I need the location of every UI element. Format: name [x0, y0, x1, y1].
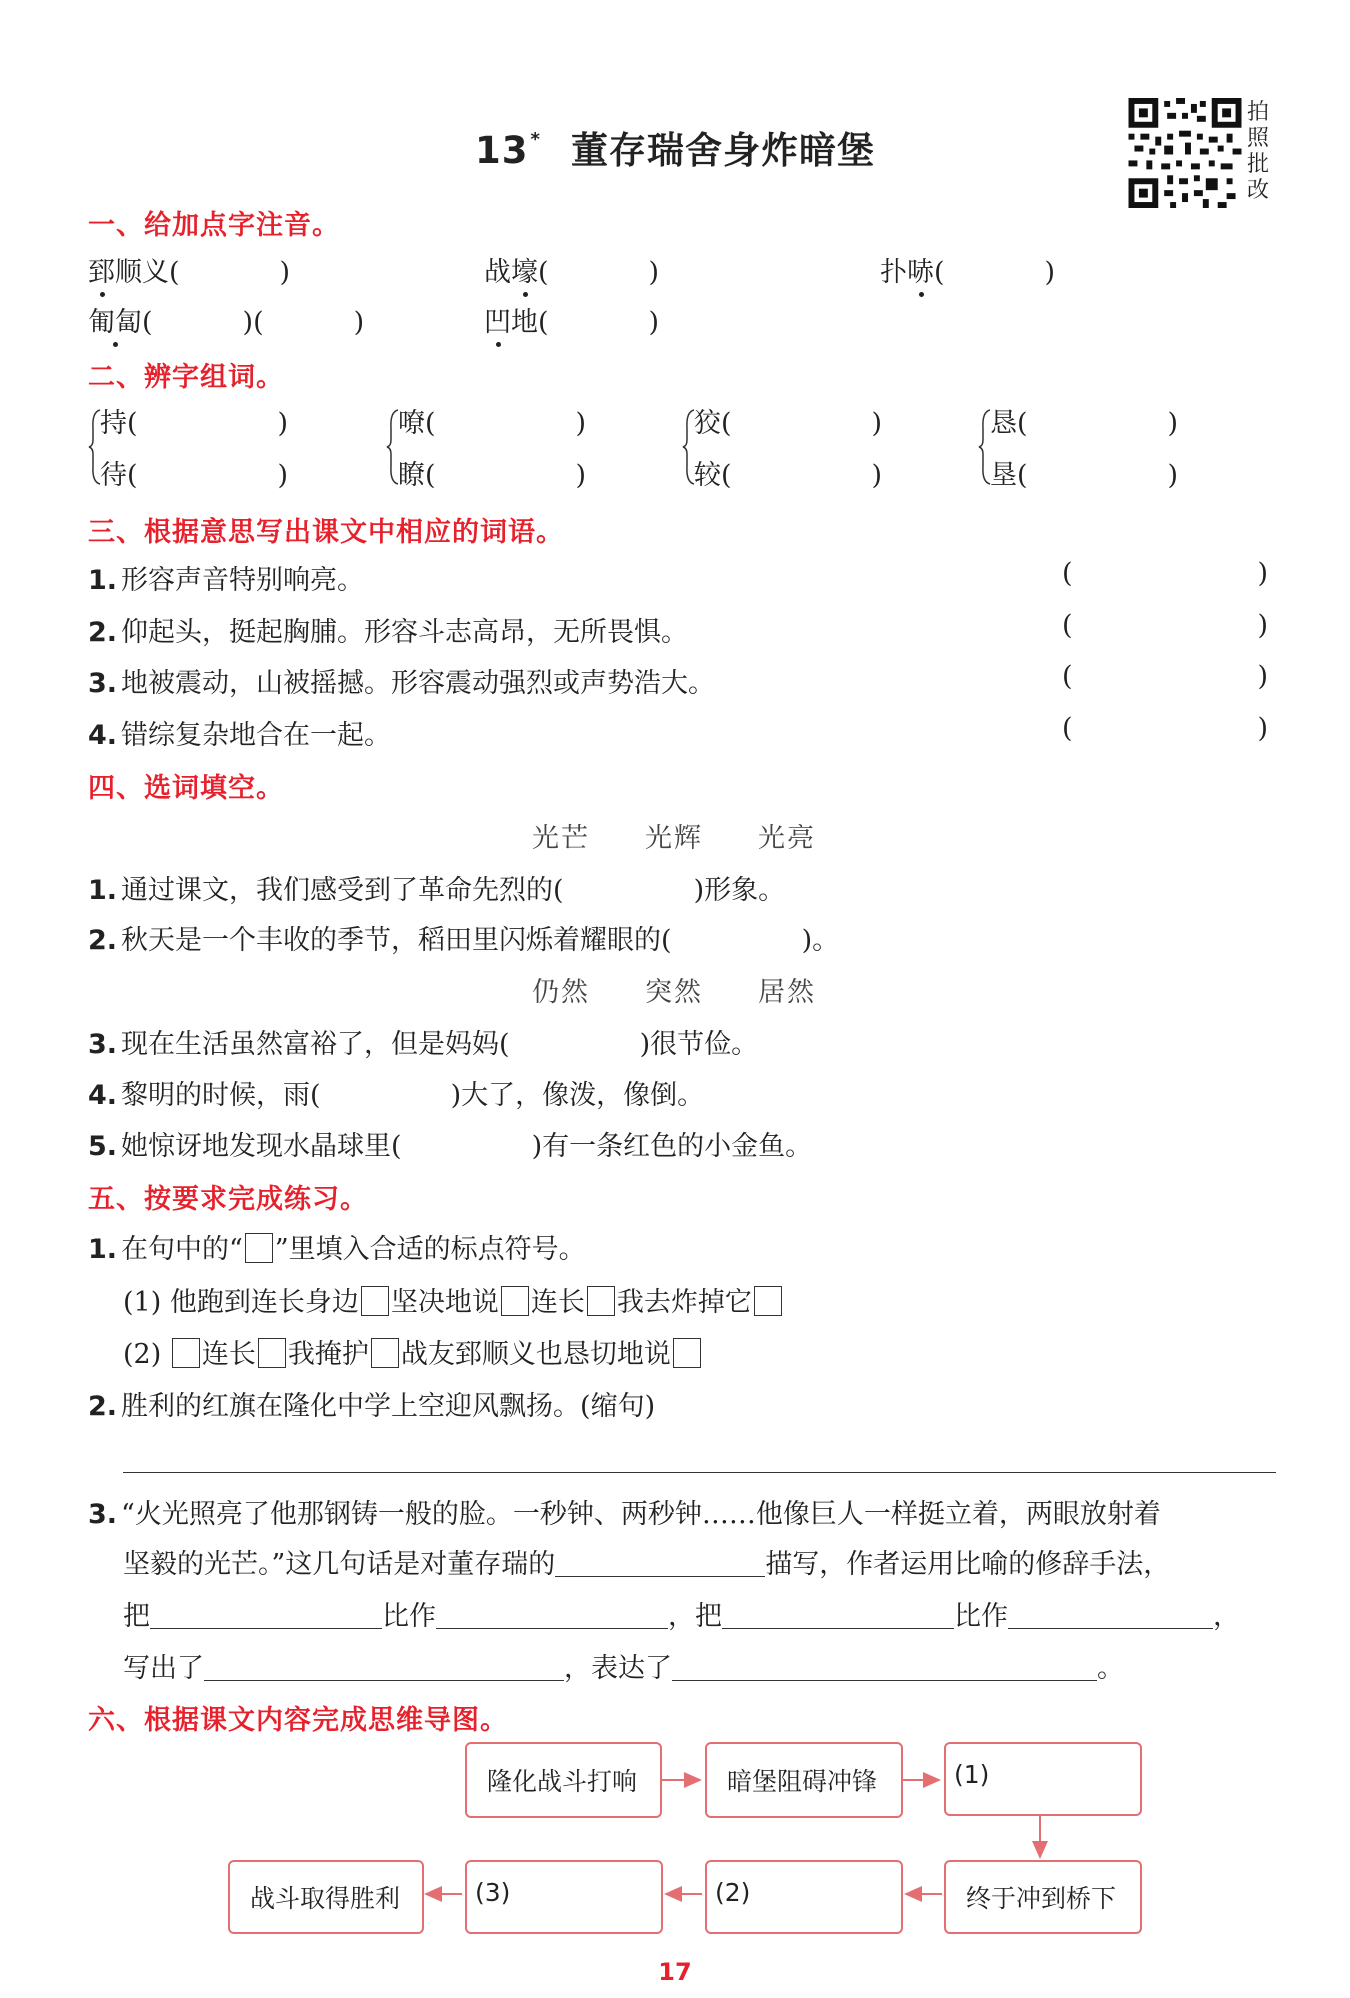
choice-word: 光辉 [645, 823, 703, 854]
fill-item-2: 2. 秋天是一个丰收的季节，稻田里闪烁着耀眼的( )。 [88, 925, 840, 956]
fill-item-4: 4. 黎明的时候，雨( )大了，像泼，像倒。 [88, 1080, 705, 1111]
section-5-heading: 五、按要求完成练习。 [88, 1184, 368, 1215]
section-2-heading: 二、辨字组词。 [88, 362, 284, 393]
section-1-heading: 一、给加点字注音。 [88, 210, 340, 241]
meaning-item-3: 3. 地被震动，山被摇撼。形容震动强烈或声势浩大。 [88, 668, 716, 699]
dotted-char: 壕 [511, 257, 538, 288]
qr-label-char: 改 [1247, 178, 1270, 203]
choice-word: 光亮 [758, 823, 816, 854]
ex5-sentence-1: (1) 他跑到连长身边 坚决地说 连长 我去炸掉它 [123, 1280, 784, 1319]
ex5-question-3-line1: 3. “火光照亮了他那钢铸一般的脸。一秒钟、两秒钟……他像巨人一样挺立着，两眼放射着 [88, 1499, 1161, 1530]
mindmap-node-1: 隆化战斗打响 [465, 1742, 662, 1818]
meaning-item-4: 4. 错综复杂地合在一起。 [88, 720, 392, 751]
page-number: 17 [658, 1958, 692, 1986]
dotted-char: 郅 [88, 257, 115, 288]
mindmap-node-5[interactable]: (2) [705, 1860, 903, 1934]
qr-label-char: 批 [1247, 152, 1270, 177]
pinyin-item-2: 战壕( ) [484, 257, 660, 288]
ex5-sentence-2: (2) 连长 我掩护 战友郅顺义也恳切地说 [123, 1332, 703, 1371]
choice-word: 突然 [645, 977, 703, 1008]
answer-blank[interactable]: ( ) [1062, 610, 1269, 641]
mindmap-node-2: 暗堡阻碍冲锋 [705, 1742, 903, 1818]
lesson-title: 董存瑞舍身炸暗堡 [570, 129, 875, 172]
lesson-mark: * [530, 129, 541, 150]
meaning-item-2: 2. 仰起头，挺起胸脯。形容斗志高昂，无所畏惧。 [88, 617, 689, 648]
lesson-number: 13 [475, 129, 529, 172]
pinyin-item-3: 扑哧( ) [880, 257, 1056, 288]
pinyin-item-1: 郅顺义( ) [88, 257, 291, 288]
answer-blank[interactable]: ( ) [1062, 713, 1269, 744]
fill-item-3: 3. 现在生活虽然富裕了，但是妈妈( )很节俭。 [88, 1029, 759, 1060]
choice-word: 居然 [758, 977, 816, 1008]
ex5-question-2: 2. 胜利的红旗在隆化中学上空迎风飘扬。(缩句) [88, 1391, 656, 1422]
answer-blank[interactable]: ( ) [1062, 558, 1269, 589]
word-pair-3: 狡( ) 较( ) [694, 408, 883, 491]
qr-label-char: 拍 [1247, 100, 1270, 125]
mindmap-node-7: 战斗取得胜利 [228, 1860, 424, 1934]
qr-label-char: 照 [1247, 126, 1270, 151]
choice-word: 光芒 [532, 823, 590, 854]
word-pair-2: 嘹( ) 瞭( ) [398, 408, 587, 491]
word-pair-1: 持( ) 待( ) [100, 408, 289, 491]
fill-item-1: 1. 通过课文，我们感受到了革命先烈的( )形象。 [88, 875, 786, 906]
section-3-heading: 三、根据意思写出课文中相应的词语。 [88, 517, 564, 548]
ex5-question-3-line4: 写出了 ，表达了 。 [123, 1653, 1124, 1684]
section-6-heading: 六、根据课文内容完成思维导图。 [88, 1705, 508, 1736]
choice-word: 仍然 [532, 977, 590, 1008]
pinyin-item-5: 凹地( ) [484, 307, 660, 338]
word-pair-4: 恳( ) 垦( ) [990, 408, 1179, 491]
meaning-item-1: 1. 形容声音特别响亮。 [88, 565, 365, 596]
ex5-question-1: 1. 在句中的“ ”里填入合适的标点符号。 [88, 1234, 586, 1265]
pinyin-item-4: 匍匐( )( ) [88, 307, 365, 338]
dotted-char: 哧 [907, 257, 934, 288]
answer-blank[interactable]: ( ) [1062, 661, 1269, 692]
section-4-heading: 四、选词填空。 [88, 773, 284, 804]
mindmap-node-3[interactable]: (1) [944, 1742, 1142, 1816]
mindmap-node-6[interactable]: (3) [465, 1860, 663, 1934]
ex5-question-3-line3: 把 比作 ，把 比作 ， [123, 1601, 1240, 1632]
dotted-char: 匍匐 [88, 307, 142, 338]
dotted-char: 凹 [484, 307, 511, 338]
fill-item-5: 5. 她惊讶地发现水晶球里( )有一条红色的小金鱼。 [88, 1131, 813, 1162]
ex5-question-3-line2: 坚毅的光芒。”这几句话是对董存瑞的 描写，作者运用比喻的修辞手法， [123, 1549, 1171, 1580]
mindmap-node-4: 终于冲到桥下 [944, 1860, 1142, 1934]
